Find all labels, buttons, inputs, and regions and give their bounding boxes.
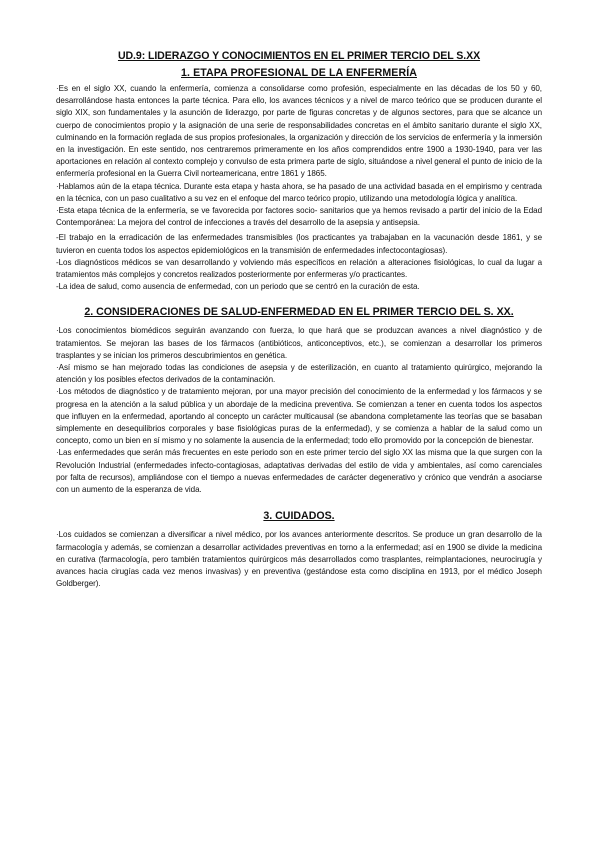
document-title: UD.9: LIDERAZGO Y CONOCIMIENTOS EN EL PRIMER TERCIO DEL S.XX [117, 50, 481, 62]
section-3-heading: 3. CUIDADOS. [263, 510, 335, 523]
section-2-paragraph-2: ·Así mismo se han mejorado todas las condiciones de asepsia y de esterilización, en cuanto al tratamiento quirúrgico, mejorando la atención y los posibles efectos derivados de la contaminación. [56, 363, 542, 385]
section-1-paragraph-4: -El trabajo en la erradicación de las enfermedades transmisibles (los practicantes ya trabajaban en la vacunación desde 1861, y se tuvieron en cuenta todos los aspectos epidemiológicos en la transmisión de enfermedades infectocontagiosas). [56, 233, 542, 255]
section-2-paragraph-1: ·Los conocimientos biomédicos seguirán avanzando con fuerza, lo que hará que se produzcan avances a nivel diagnóstico y de tratamientos. Se mejoran las bases de los fármacos (antibióticos, anticonceptivos, etc.), se comienzan a desarrollar los primeros trasplantes y se inician los primeros descubrimientos en genética. [56, 326, 542, 360]
section-3-paragraph-1: ·Los cuidados se comienzan a diversificar a nivel médico, por los avances anteriormente descritos. Se produce un gran desarrollo de la farmacología y además, se comienzan a desarrollar actividades preventivas en torno a la enfermedad; así en 1900 se divide la medicina en curativa (farmacología, pero también tratamientos quirúrgicos más desarrollados como trasplantes, reimplantaciones, neurocirugía y avances hacia cirugías cada vez menos invasivas) y en preventiva (gestándose esta como disciplina en 1913, por el médico Joseph Goldberger). [56, 530, 542, 589]
document-page [56, 50, 542, 590]
section-2-heading: 2. CONSIDERACIONES DE SALUD-ENFERMEDAD EN EL PRIMER TERCIO DEL S. XX. [84, 306, 514, 319]
section-2-paragraph-3: ·Los métodos de diagnóstico y de tratamiento mejoran, por una mayor precisión del conocimiento de la enfermedad y los fármacos y se progresa en la atención a la salud pública y un abordaje de la medicina preventiva. Se comienzan a tener en cuenta todos los aspectos que influyen en la enfermedad, aportando al concepto un carácter multicausal (se abandona completamente las teorías que se basaban simplemente en desequilibrios corporales y base fisiológicas puras de la enfermedad), y se comienza a hablar de la salud como un concepto, como un bien en sí mismo y no solamente la ausencia de la enfermedad; todo ello promovido por la concepción de bienestar. [56, 387, 542, 446]
section-1-paragraph-5: -Los diagnósticos médicos se van desarrollando y volviendo más específicos en relación a alteraciones fisiológicas, lo cual da lugar a tratamientos más complejos y concretos realizados posteriormente por enfermeras y/o practicantes. [56, 257, 542, 280]
section-1-paragraph-6: -La idea de salud, como ausencia de enfermedad, con un periodo que se centró en la curación de esta. [56, 282, 420, 292]
section-1-paragraph-3: ·Esta etapa técnica de la enfermería, se ve favorecida por factores socio- sanitarios que ya hemos revisado a partir del inicio de la Edad Contemporánea: La mejora del control de infecciones a través del desarrollo de la asepsia y antisepsia. [56, 206, 542, 228]
section-2-paragraph-4: ·Las enfermedades que serán más frecuentes en este periodo son en este primer tercio del siglo XX las misma que la que surgen con la Revolución Industrial (enfermedades infecto-contagiosas, adaptativas derivadas del estilo de vida y ambientales, así como carenciales por falta de recursos), ampliándose con el tiempo a nuevas enfermedades de carácter degenerativo y crónico que vendrán a asociarse con un aumento de la esperanza de vida. [56, 448, 542, 495]
section-1-paragraph-1: ·Es en el siglo XX, cuando la enfermería, comienza a consolidarse como profesión, especialmente en las décadas de los 50 y 60, desarrollándose hasta entonces la parte técnica. Para ello, los avances técnicos y a nivel de marco teórico que se producen durante el siglo XIX, son fundamentales y la asunción de liderazgo, por parte de figuras concretas y de algunos sectores, para que se alcance un cuerpo de conocimientos propio y la asignación de una serie de responsabilidades concretas en el ámbito sanitario durante el siglo XX, culminando en la formación reglada de sus propios profesionales, la organización y dirección de los servicios de enfermería y la inmersión en la investigación. En este sentido, nos centraremos primeramente en los años comprendidos entre 1900 a 1930-1940, para ver las aportaciones en relación al contexto complejo y convulso de esta primera parte de siglo, situándose a nivel general el punto de inicio de la enfermería profesional en la Guerra Civil norteamericana, entre 1861 y 1865. [56, 84, 543, 179]
section-1-heading: 1. ETAPA PROFESIONAL DE LA ENFERMERÍA [181, 67, 417, 79]
section-1-paragraph-2: ·Hablamos aún de la etapa técnica. Durante esta etapa y hasta ahora, se ha pasado de una actividad basada en el empirismo y centrada en la técnica, con un paso cualitativo a su vez en el enfoque del marco teórico propio, utilizando una metodología lógica y analítica. [56, 181, 542, 203]
